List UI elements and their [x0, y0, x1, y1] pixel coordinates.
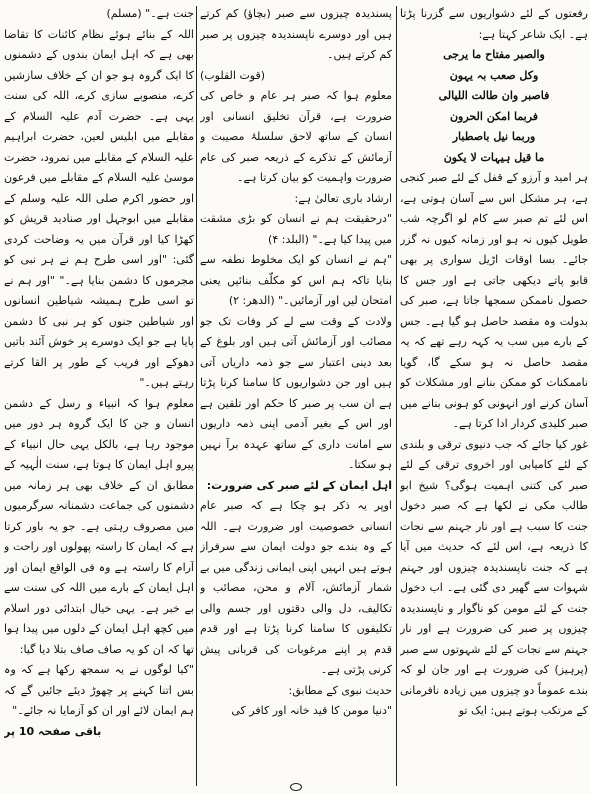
left-column [4, 4, 194, 786]
column-divider [396, 6, 397, 786]
verse-line: وکل صعب بہ یہون [449, 68, 539, 82]
right-column [400, 4, 588, 786]
paragraph: معلوم ہوا کہ صبر ہر عام و خاص کی ضرورت ہے، قرآن تخلیق انسانی اور انسان کے ساتھ لاحق سلسلۂ مصیبت و آزمائش کے تذکرے کے ذریعہ صبر کی عام ضرورت واہمیت کو بیان کرتا ہے۔ [200, 89, 392, 184]
source-citation: (قوت القلوب) [200, 68, 266, 82]
paragraph: معلوم ہوا کہ انبیاء و رسل کے دشمن انسان و جن کا ایک گروہ ہر دور میں موجود رہا ہے، بالکل یہی حال انبیاء کے پیرو اہل ایمان کا ہوتا ہے، سنت الٰہیہ کے مطابق ان کے خلاف بھی ہر زمانہ میں دشمنوں کی جماعت دشمنانہ سرگرمیوں میں مصروف رہتی ہے۔ جو یہ باور کرتا ہے کہ ایمان کا راستہ پھولوں اور راحت و آرام کا راستہ ہے وہ فی الواقع ایمان اور اہل ایمان کے بارے میں اللہ کی سنت سے بے خبر ہے۔ یہی خیال ابتدائی دور اسلام میں کچھ اہل ایمان کے دلوں میں پیدا ہوا تھا کہ ان کو یہ صاف صاف بتلا دیا گیا: [4, 396, 194, 656]
quranic-quote: "درحقیقت ہم نے انسان کو بڑی مشقت میں پیدا کیا ہے۔" (البلد: ۴) [200, 212, 392, 246]
continued-on-page: باقی صفحہ 10 پر [4, 724, 102, 738]
arabic-verse [400, 45, 588, 168]
middle-column [200, 4, 392, 786]
hadith-quote: "دنیا مومن کا قید خانہ اور کافر کی [231, 704, 392, 717]
paragraph: اوپر یہ ذکر ہو چکا ہے کہ صبر عام انسانی خصوصیت اور ضرورت ہے۔ اللہ کے وہ بندے جو دولت ایمان سے سرفراز ہوتے ہیں انہیں اپنی ایمانی زندگی میں بے شمار آزمائش، آلام و محن، مصائب و تکالیف، دل والی دقتوں اور جسم والی تکلیفوں کا سامنا کرنا پڑتا ہے اور قدم قدم پر اپنے مرغوبات کی قربانی پیش کرنی پڑتی ہے۔ [200, 499, 392, 676]
verse-line: والصبر مفتاح ما یرجی [443, 48, 545, 61]
paragraph: رفعتوں کے لئے دشواریوں سے گزرنا پڑتا ہے۔ ایک شاعر کہتا ہے: [400, 7, 588, 41]
paragraph: جنت ہے۔" (مسلم) [106, 7, 194, 20]
paragraph: پسندیدہ چیزوں سے صبر (بچاؤ) کم کرتے ہیں اور دوسرے ناپسندیدہ چیزوں پر صبر کم کرتے ہیں۔ [200, 7, 392, 61]
paragraph: حدیث نبوی کے مطابق: [288, 683, 392, 697]
paragraph: غور کیا جائے کہ جب دنیوی ترقی و بلندی کے لئے کامیابی اور اخروی ترقی کے لئے صبر کی کتنی اہمیت ہوگی؟ شیخ ابو طالب مکی نے لکھا ہے کہ صبر دخول جنت کا سبب ہے اور نار جہنم سے نجات کا ذریعہ ہے، اس لئے کہ حدیث میں آیا ہے کہ جنت ناپسندیدہ چیزوں اور جہنم شہوات سے گھیر دی گئی ہے۔ اب دخول جنت کے لئے مومن کو ناگوار و ناپسندیدہ چیزوں پر صبر کی ضرورت ہے اور نار جہنم سے نجات کے لئے شہوتوں سے صبر (پرہیز) کی ضرورت ہے اور جان لو کہ بندے عموماً دو چیزوں میں زیادہ نافرمانی کے مرتکب ہوتے ہیں: ایک تو [400, 437, 588, 717]
page-ornament [290, 783, 302, 791]
verse-line: فاصبر وان طالت اللیالی [438, 89, 550, 102]
verse-line: فربما امکن الحرون [449, 109, 539, 123]
quranic-quote: "کیا لوگوں نے یہ سمجھ رکھا ہے کہ وہ بس اتنا کہنے پر چھوڑ دیئے جائیں گے کہ ہم ایمان لائے اور ان کو آزمایا نہ جائے۔" [4, 663, 194, 717]
quranic-quote: "ہم نے انسان کو ایک مخلوط نطفہ سے بنایا تاکہ ہم اس کو مکلّف بنائیں یعنی امتحان لیں اور آزمائیں۔" (الدھر: ۲) [200, 253, 392, 307]
paragraph: ولادت کے وقت سے لے کر وفات تک جو مصائب اور آزمائش آتی ہیں اور بلوغ کے بعد دینی اعتبار سے جو ذمہ داریاں آتی ہیں اور جن دشواریوں کا سامنا کرنا پڑتا ہے ان سب پر صبر کا حکم اور تلقین ہے اور اس کے بغیر آدمی اپنی ذمہ داریوں سے امانت داری کے ساتھ عہدہ برآ نہیں ہو سکتا۔ [200, 314, 392, 471]
paragraph: اللہ کے بنائے ہوئے نظام کائنات کا تقاضا بھی ہے کہ اہل ایمان بندوں کے دشمنوں کا ایک گروہ ہو جو ان کے خلاف سازشیں کرے، منصوبے سازی کرے، اللہ کی سنت یہی ہے۔ حضرت آدم علیہ السلام کے مقابلے میں ابلیس لعین، حضرت ابراہیم علیہ السلام کے مقابلے میں نمرود، حضرت موسیٰ علیہ السلام کے مقابلے میں فرعون اور حضور اکرم صلی اللہ علیہ وسلم کے مقابلے میں ابوجہل اور صنادید قریش کو کھڑا کیا اور قرآن میں یہ وضاحت کردی گئی: "اور اسی طرح ہم نے ہر نبی کو مجرموں کا دشمن بنایا ہے۔" "اور ہم نے تو اسی طرح ہمیشہ شیاطین انسانوں اور شیاطین جنوں کو ہر نبی کا دشمن پایا ہے جو ایک دوسرے پر خوش آئند باتیں دھوکے اور فریب کے طور پر القا کرتے رہتے ہیں۔" [4, 27, 194, 389]
paragraph: ہر امید و آرزو کے قفل کے لئے صبر کنجی ہے، ہر مشکل اس سے آسان ہوتی ہے، اس لئے تم صبر سے کام لو اگرچہ شب طویل کیوں نہ ہو اور زمانہ کیوں نہ گزر جائے۔ بسا اوقات اڑیل سواری پر بھی قابو پاتے دیکھی جاتی ہے اور جس کا حصول ناممکن سمجھا جاتا ہے، صبر کی بدولت وہ مقصد حاصل ہو گیا ہے۔ جس کے بارے میں سب یہ کہہ رہے تھے کہ یہ مقصد حاصل نہ ہو سکے گا، گویا ناممکنات کو ممکن بنانے اور مشکلات کو آسان کرنے اور انہونی کو ہونی بنانے میں صبر کلیدی کردار ادا کرتا ہے۔ [400, 171, 588, 430]
verse-line: ما قیل ہیہات لا یکون [443, 150, 545, 164]
section-heading: اہل ایمان کے لئے صبر کی ضرورت: [206, 478, 392, 492]
paragraph: ارشاد باری تعالیٰ ہے: [294, 191, 392, 205]
column-divider [196, 6, 197, 786]
verse-line: وربما نیل باصطبار [452, 130, 536, 143]
